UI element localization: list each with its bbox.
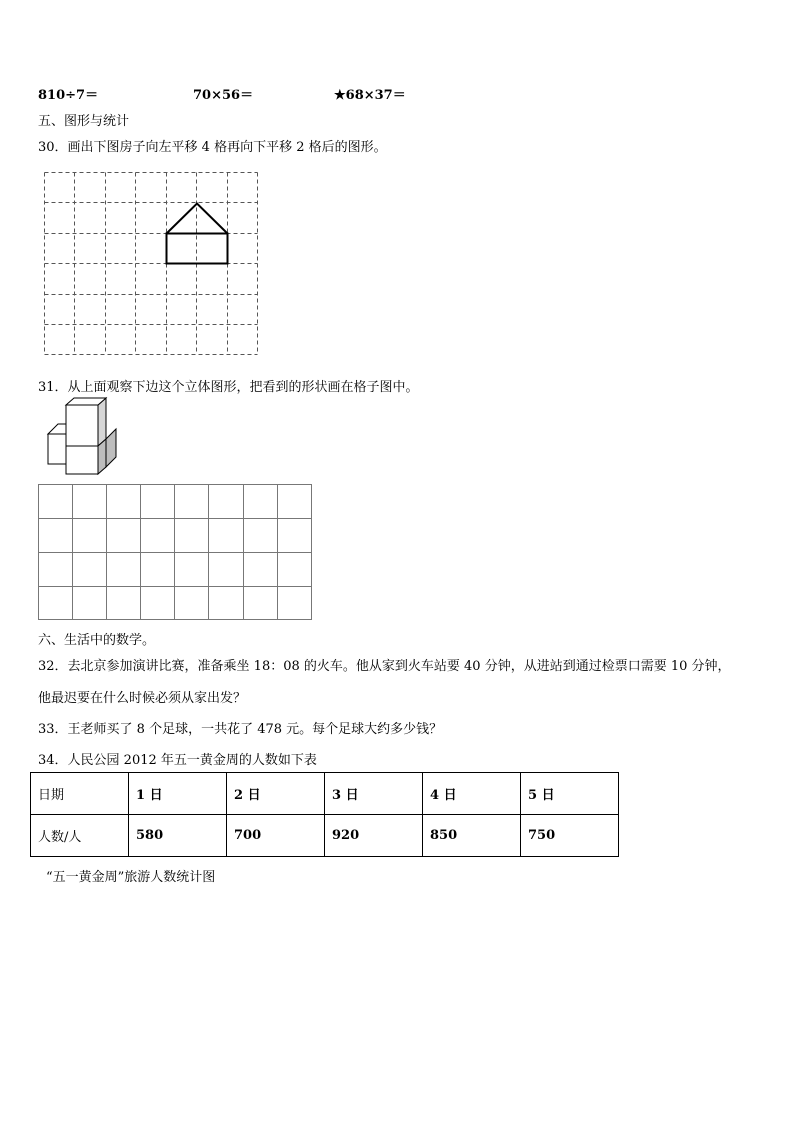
question-32-line-2: 他最迟要在什么时候必须从家出发？	[38, 691, 247, 706]
question-33: 33．王老师买了 8 个足球，一共花了 478 元。每个足球大约多少钱？	[38, 722, 443, 737]
house-shape	[167, 204, 228, 264]
table-cell: 920	[325, 815, 423, 857]
table-cell: 3 日	[325, 773, 423, 815]
section-6-title: 六、生活中的数学。	[38, 633, 156, 648]
table-cell: 1 日	[129, 773, 227, 815]
chart-caption: “五一黄金周”旅游人数统计图	[46, 870, 216, 885]
table-cell: 2 日	[227, 773, 325, 815]
calc-problem-2: 70×56＝	[193, 88, 254, 103]
table-cell: 580	[129, 815, 227, 857]
table-cell: 850	[423, 815, 521, 857]
cube-solid-figure	[46, 401, 118, 477]
table-header-row	[31, 773, 619, 815]
table-cell: 700	[227, 815, 325, 857]
table-cell: 4 日	[423, 773, 521, 815]
question-32-line-1: 32．去北京参加演讲比赛，准备乘坐 18：08 的火车。他从家到火车站要 40 分钟，从进站到通过检票口需要 10 分钟，	[38, 659, 731, 674]
question-31: 31．从上面观察下边这个立体图形，把看到的形状画在格子图中。	[38, 380, 419, 395]
drawing-grid	[38, 484, 312, 622]
table-row	[31, 815, 619, 857]
table-cell: 人数/人	[31, 815, 129, 857]
question-34: 34．人民公园 2012 年五一黄金周的人数如下表	[38, 753, 317, 768]
table-cell: 5 日	[521, 773, 619, 815]
visitor-count-table	[30, 772, 619, 857]
table-cell: 日期	[31, 773, 129, 815]
section-5-title: 五、图形与统计	[38, 114, 130, 129]
house-translation-grid	[44, 172, 260, 356]
calc-problem-3: ★68×37＝	[334, 88, 406, 103]
calc-problem-1: 810÷7＝	[38, 88, 99, 103]
question-30: 30．画出下图房子向左平移 4 格再向下平移 2 格后的图形。	[38, 140, 387, 155]
table-cell: 750	[521, 815, 619, 857]
